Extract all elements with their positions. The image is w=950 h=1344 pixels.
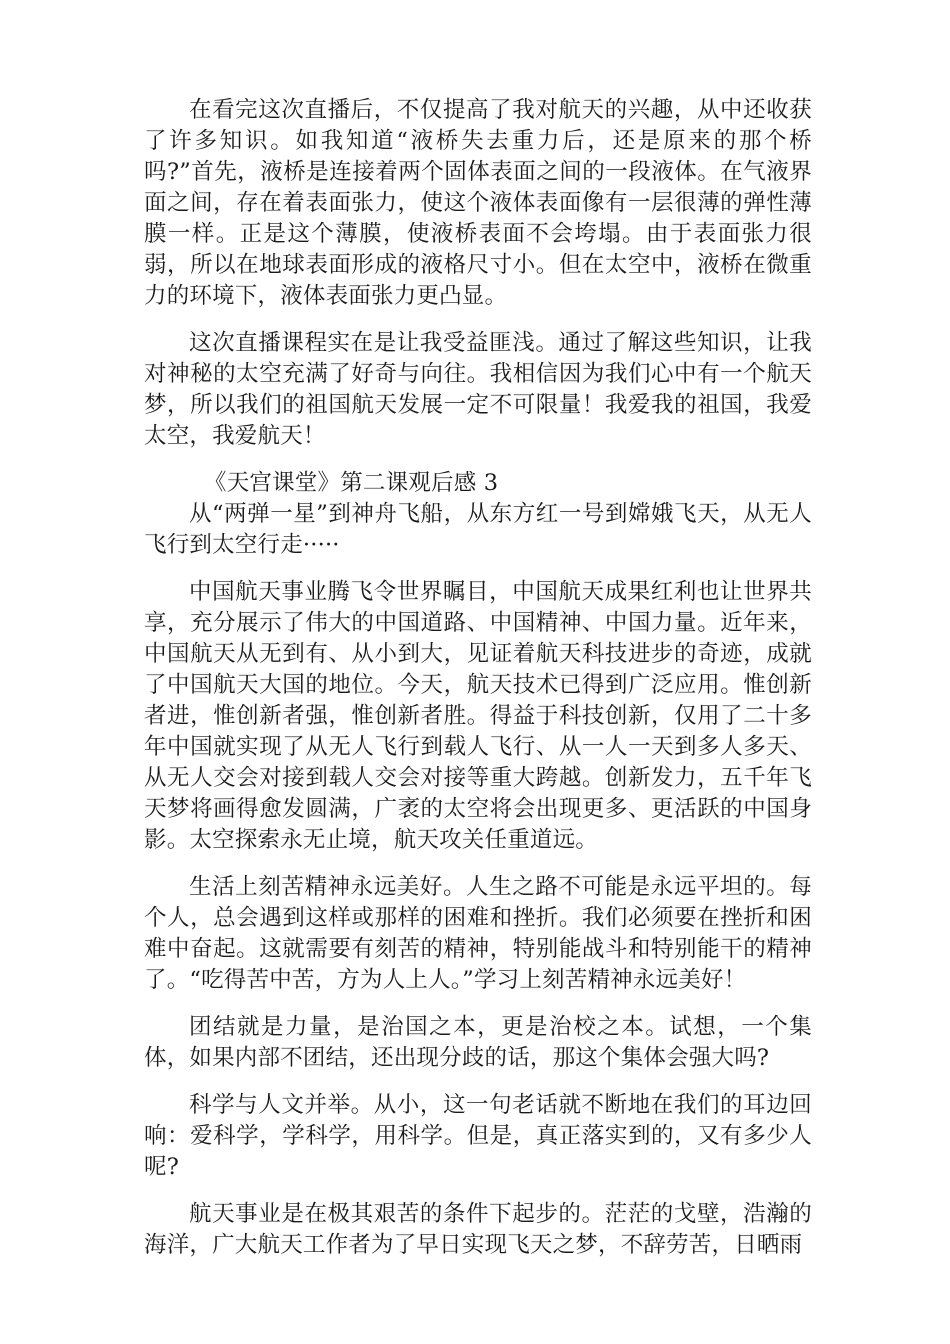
paragraph: 在看完这次直播后，不仅提高了我对航天的兴趣，从中还收获了许多知识。如我知道“液桥失去重力后，还是原来的那个桥吗?”首先，液桥是连接着两个固体表面之间的一段液体。在气液界面之间，存在着表面张力，使这个液体表面像有一层很薄的弹性薄膜一样。正是这个薄膜，使液桥表面不会垮塌。由于表面张力很弱，所以在地球表面形成的液格尺寸小。但在太空中，液桥在微重力的环境下，液体表面张力更凸显。 bbox=[144, 97, 812, 309]
paragraph: 中国航天事业腾飞令世界瞩目，中国航天成果红利也让世界共享，充分展示了伟大的中国道路、中国精神、中国力量。近年来，中国航天从无到有、从小到大，见证着航天科技进步的奇迹，成就了中国航天大国的地位。今天，航天技术已得到广泛应用。惟创新者进，惟创新者强，惟创新者胜。得益于科技创新，仅用了二十多年中国就实现了从无人飞行到载人飞行、从一人一天到多人多天、从无人交会对接到载人交会对接等重大跨越。创新发力，五千年飞天梦将画得愈发圆满，广袤的太空将会出现更多、更活跃的中国身影。太空探索永无止境，航天攻关任重道远。 bbox=[144, 579, 812, 853]
paragraph: 这次直播课程实在是让我受益匪浅。通过了解这些知识，让我对神秘的太空充满了好奇与向往。我相信因为我们心中有一个航天梦，所以我们的祖国航天发展一定不可限量！我爱我的祖国，我爱太空，我爱航天！ bbox=[144, 330, 812, 449]
paragraph: 从“两弹一星”到神舟飞船，从东方红一号到嫦娥飞天，从无人飞行到太空行走····· bbox=[144, 501, 812, 558]
paragraph: 航天事业是在极其艰苦的条件下起步的。茫茫的戈壁，浩瀚的海洋，广大航天工作者为了早日实现飞天之梦，不辞劳苦，日晒雨 bbox=[144, 1201, 812, 1258]
paragraph: 科学与人文并举。从小，这一句老话就不断地在我们的耳边回响：爱科学，学科学，用科学。但是，真正落实到的，又有多少人呢? bbox=[144, 1092, 812, 1180]
paragraph: 团结就是力量，是治国之本，更是治校之本。试想，一个集体，如果内部不团结，还出现分歧的话，那这个集体会强大吗? bbox=[144, 1014, 812, 1071]
paragraph: 生活上刻苦精神永远美好。人生之路不可能是永远平坦的。每个人，总会遇到这样或那样的困难和挫折。我们必须要在挫折和困难中奋起。这就需要有刻苦的精神，特别能战斗和特别能干的精神了。“吃得苦中苦，方为人上人。”学习上刻苦精神永远美好！ bbox=[144, 874, 812, 993]
section-title: 《天宫课堂》第二课观后感 3 bbox=[204, 470, 499, 496]
document-body bbox=[144, 95, 812, 1261]
